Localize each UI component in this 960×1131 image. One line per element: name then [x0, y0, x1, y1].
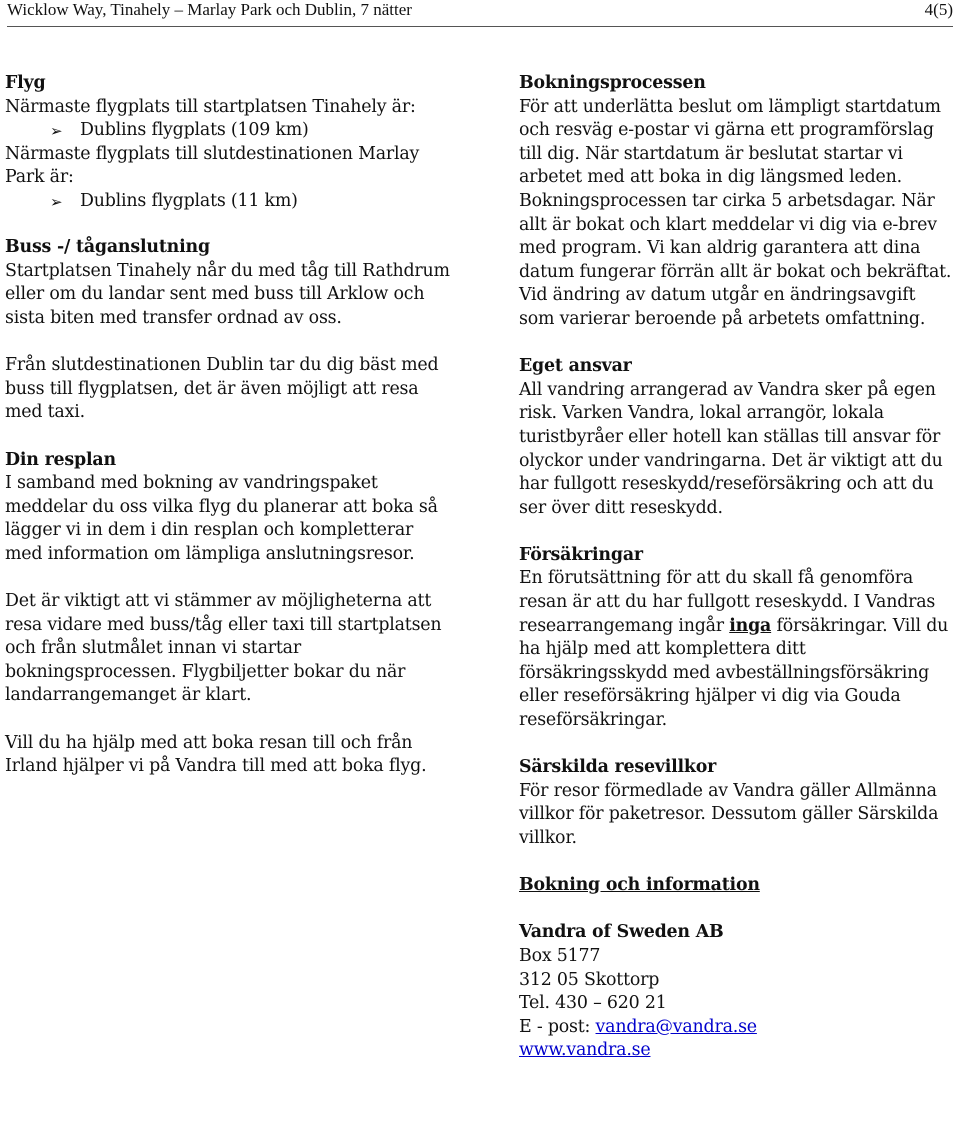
- info-section: [519, 874, 955, 898]
- left-column: [5, 72, 455, 802]
- forsakring-heading: Försäkringar: [519, 544, 643, 565]
- slut-text: Från slutdestinationen Dublin tar du dig bäst med buss till flygplatsen, det är även möjligt att resa med taxi.: [5, 355, 439, 423]
- resplan-text: I samband med bokning av vandringspaket meddelar du oss vilka flyg du planerar att boka så lägger vi in dem i din resplan och kompletterar med information om lämpliga anslutningsresor.: [5, 473, 438, 564]
- email-line: [519, 1016, 955, 1040]
- viktigt-text: Det är viktigt att vi stämmer av möjligheterna att resa vidare med buss/tåg eller taxi till startplatsen och från slutmålet innan vi startar bokningsprocessen. Flygbiljetter bokar du när landarrangemanget är klart.: [5, 591, 442, 706]
- ansvar-section: [519, 355, 955, 520]
- bokning-text: För att underlätta beslut om lämpligt startdatum och resväg e-postar vi gärna ett programförslag till dig. När startdatum är beslutat startar vi arbetet med att boka in dig längsmed leden. Bokningsprocessen tar cirka 5 arbetsdagar. När allt är bokat och klart meddelar vi dig via e-brev med program. Vi kan aldrig garantera att dina datum fungerar förrän allt är bokat och bekräftat. Vid ändring av datum utgår en ändringsavgift som varierar beroende på arbetets omfattning.: [519, 96, 952, 329]
- resplan-section: [5, 449, 455, 567]
- villkor-section: [519, 756, 955, 850]
- flyg-start-line: Närmaste flygplats till startplatsen Tinahely är:: [5, 96, 416, 117]
- email-link[interactable]: vandra@vandra.se: [595, 1016, 757, 1037]
- company-name: Vandra of Sweden AB: [519, 922, 724, 943]
- ansvar-text: All vandring arrangerad av Vandra sker på egen risk. Varken Vandra, lokal arrangör, lokala turistbyråer eller hotell kan ställas till ansvar för olyckor under vandringarna. Det är viktigt att du har fullgott reseskydd/reseförsäkring och att du ser över ditt reseskydd.: [519, 379, 943, 518]
- forsakring-text-b: försäkringar. Vill du ha hjälp med att komplettera ditt försäkringsskydd med avbeställningsförsäkring eller reseförsäkring hjälper vi dig via Gouda reseförsäkringar.: [519, 615, 949, 731]
- bullet-item: [5, 190, 455, 214]
- web-line: [519, 1039, 955, 1063]
- arrow-bullet-icon: ➢: [50, 192, 63, 211]
- info-heading: Bokning och information: [519, 875, 760, 896]
- forsakring-text: [519, 567, 955, 732]
- forsakring-section: [519, 544, 955, 733]
- flyg-end-line: Närmaste flygplats till slutdestinationen Marlay Park är:: [5, 143, 420, 188]
- forsakring-text-a: En förutsättning för att du skall få genomföra resan är att du har fullgott reseskydd. I Vandras researrangemang ingår: [519, 568, 936, 636]
- slut-section: [5, 354, 455, 425]
- website-link[interactable]: www.vandra.se: [519, 1040, 651, 1061]
- email-label: E - post:: [519, 1016, 596, 1037]
- bokning-heading: Bokningsprocessen: [519, 73, 706, 93]
- page-number: 4(5): [924, 0, 953, 19]
- flyg-section: [5, 72, 455, 214]
- page-header: [7, 0, 953, 27]
- villkor-text: För resor förmedlade av Vandra gäller Allmänna villkor för paketresor. Dessutom gäller Särskilda villkor.: [519, 780, 939, 848]
- buss-section: [5, 236, 455, 330]
- villkor-heading: Särskilda resevillkor: [519, 757, 717, 778]
- bullet-text: Dublins flygplats (11 km): [80, 190, 298, 211]
- right-column: [519, 72, 955, 1063]
- phone-line: Tel. 430 – 620 21: [519, 993, 667, 1014]
- bullet-item: [5, 119, 455, 143]
- resplan-heading: Din resplan: [5, 449, 116, 470]
- contact-block: [519, 921, 955, 1063]
- forsakring-emphasis: inga: [729, 615, 772, 636]
- bokning-section: [519, 72, 955, 332]
- box-line: Box 5177: [519, 945, 601, 966]
- viktigt-section: [5, 590, 455, 708]
- postal-line: 312 05 Skottorp: [519, 969, 660, 990]
- buss-text: Startplatsen Tinahely når du med tåg till Rathdrum eller om du landar sent med buss till Arklow och sista biten med transfer ordnad av oss.: [5, 260, 450, 328]
- buss-heading: Buss -/ tåganslutning: [5, 237, 210, 258]
- bullet-text: Dublins flygplats (109 km): [80, 120, 309, 141]
- flyg-heading: Flyg: [5, 73, 46, 93]
- hjalp-text: Vill du ha hjälp med att boka resan till och från Irland hjälper vi på Vandra till med att boka flyg.: [5, 732, 427, 777]
- hjalp-section: [5, 732, 455, 779]
- arrow-bullet-icon: ➢: [50, 122, 63, 141]
- document-title: Wicklow Way, Tinahely – Marlay Park och Dublin, 7 nätter: [7, 0, 412, 19]
- ansvar-heading: Eget ansvar: [519, 356, 632, 377]
